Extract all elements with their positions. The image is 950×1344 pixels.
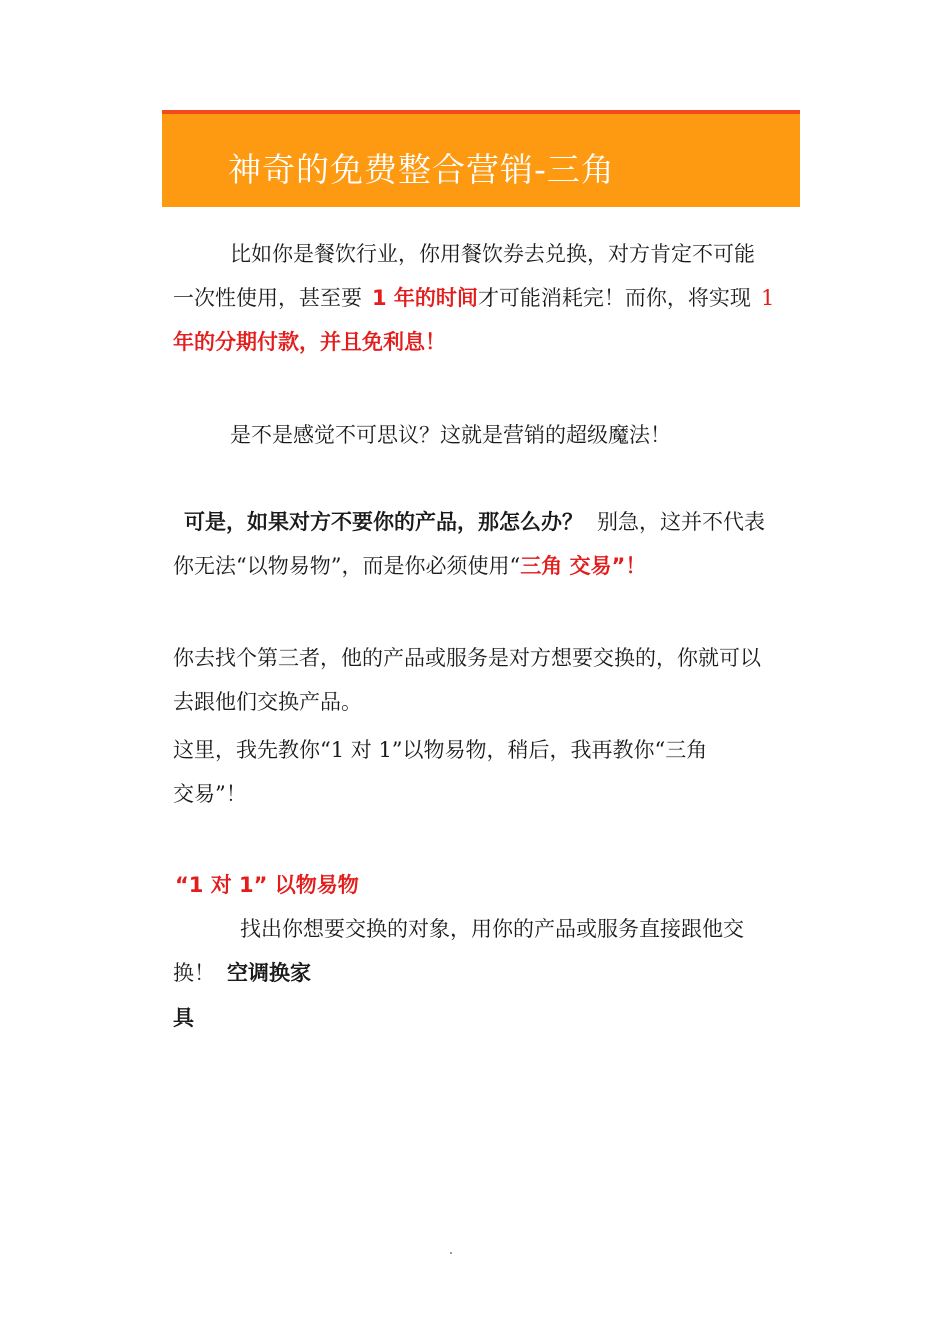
highlight-triangle-trade: 三角 交易”！ [520, 554, 647, 578]
paragraph-1-line-3: 年的分期付款，并且免利息！ [173, 330, 446, 354]
paragraph-2-line-1: 是不是感觉不可思议？这就是营销的超级魔法！ [230, 423, 671, 447]
paragraph-5-line-3: 具 [173, 1006, 194, 1030]
page-marker [450, 1252, 452, 1254]
paragraph-3-line-1 [184, 507, 765, 537]
paragraph-1-line-1: 比如你是餐饮行业，你用餐饮券去兑换，对方肯定不可能 [230, 242, 755, 266]
paragraph-3-line-2 [173, 551, 646, 581]
paragraph-4-line-3: 这里，我先教你“1 对 1”以物易物，稍后，我再教你“三角 [173, 738, 708, 762]
paragraph-4-line-2: 去跟他们交换产品。 [173, 690, 362, 714]
paragraph-1-line-2 [173, 283, 774, 313]
highlight-one: 1 [760, 286, 775, 310]
page-title: 神奇的免费整合营销-三角 [228, 150, 615, 189]
paragraph-5-line-1: 找出你想要交换的对象，用你的产品或服务直接跟他交 [240, 917, 744, 941]
text-span: 换！ [173, 961, 215, 985]
question-text: 可是，如果对方不要你的产品，那怎么办？ [184, 510, 583, 534]
paragraph-4-line-1: 你去找个第三者，他的产品或服务是对方想要交换的，你就可以 [173, 646, 761, 670]
text-span: 一次性使用，甚至要 [173, 286, 362, 310]
section-heading: “1 对 1” 以物易物 [175, 873, 359, 897]
title-banner [162, 110, 800, 207]
text-span: 才可能消耗完！而你，将实现 [477, 286, 751, 310]
text-span: 别急，这并不代表 [597, 510, 765, 534]
paragraph-4-line-4: 交易”！ [173, 782, 247, 806]
example-text: 空调换家 [227, 961, 311, 985]
highlight-one-year: 1 年的时间 [372, 286, 478, 310]
paragraph-5-line-2 [173, 958, 311, 988]
text-span: 你无法“以物易物”，而是你必须使用“ [173, 554, 521, 578]
